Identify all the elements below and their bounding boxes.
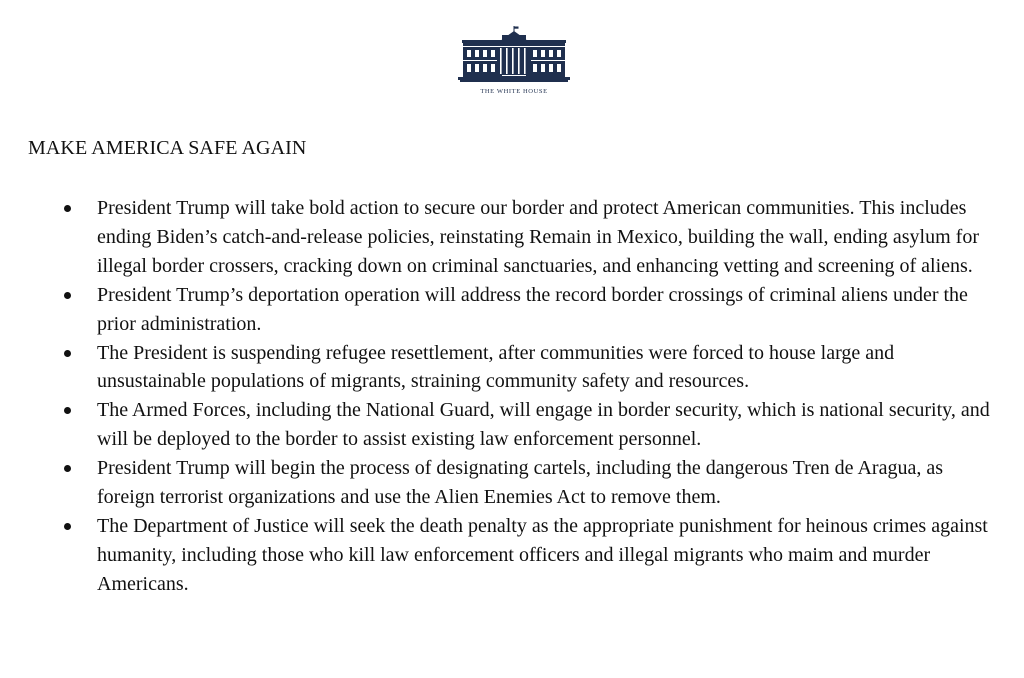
list-item — [0, 281, 1002, 339]
list-item — [0, 454, 1002, 512]
white-house-seal-icon — [458, 26, 570, 84]
bullet-icon — [64, 465, 71, 472]
white-house-logo — [458, 26, 570, 98]
bullet-icon — [64, 350, 71, 357]
white-house-caption: THE WHITE HOUSE — [480, 88, 548, 95]
bullet-icon — [64, 205, 71, 212]
list-item-text: The Armed Forces, including the National Guard, will engage in border security, which is national security, and will be deployed to the border to assist existing law enforcement personnel. — [97, 399, 990, 451]
list-item — [0, 339, 1002, 397]
list-item-text: President Trump will take bold action to secure our border and protect American communities. This includes ending Biden’s catch-and-release policies, reinstating Remain in Mexico, building the wall, ending asylum for illegal border crossers, cracking down on criminal sanctuaries, and enhancing vetting and screening of aliens. — [97, 197, 979, 277]
bullet-icon — [64, 407, 71, 414]
bullet-icon — [64, 523, 71, 530]
list-item-text: The President is suspending refugee resettlement, after communities were forced to house large and unsustainable populations of migrants, straining community safety and resources. — [97, 341, 895, 393]
list-item-text: The Department of Justice will seek the death penalty as the appropriate punishment for heinous crimes against humanity, including those who kill law enforcement officers and illegal migrants who maim and murder Americans. — [97, 514, 988, 595]
list-item — [0, 194, 1002, 281]
list-item-text: President Trump will begin the process of designating cartels, including the dangerous Tren de Aragua, as foreign terrorist organizations and use the Alien Enemies Act to remove them. — [97, 457, 943, 509]
bullet-icon — [64, 292, 71, 299]
list-item — [0, 512, 1002, 599]
bullet-list — [0, 194, 1024, 599]
section-title: MAKE AMERICA SAFE AGAIN — [28, 137, 307, 159]
list-item — [0, 396, 1002, 454]
list-item-text: President Trump’s deportation operation will address the record border crossings of criminal aliens under the prior administration. — [97, 283, 968, 335]
